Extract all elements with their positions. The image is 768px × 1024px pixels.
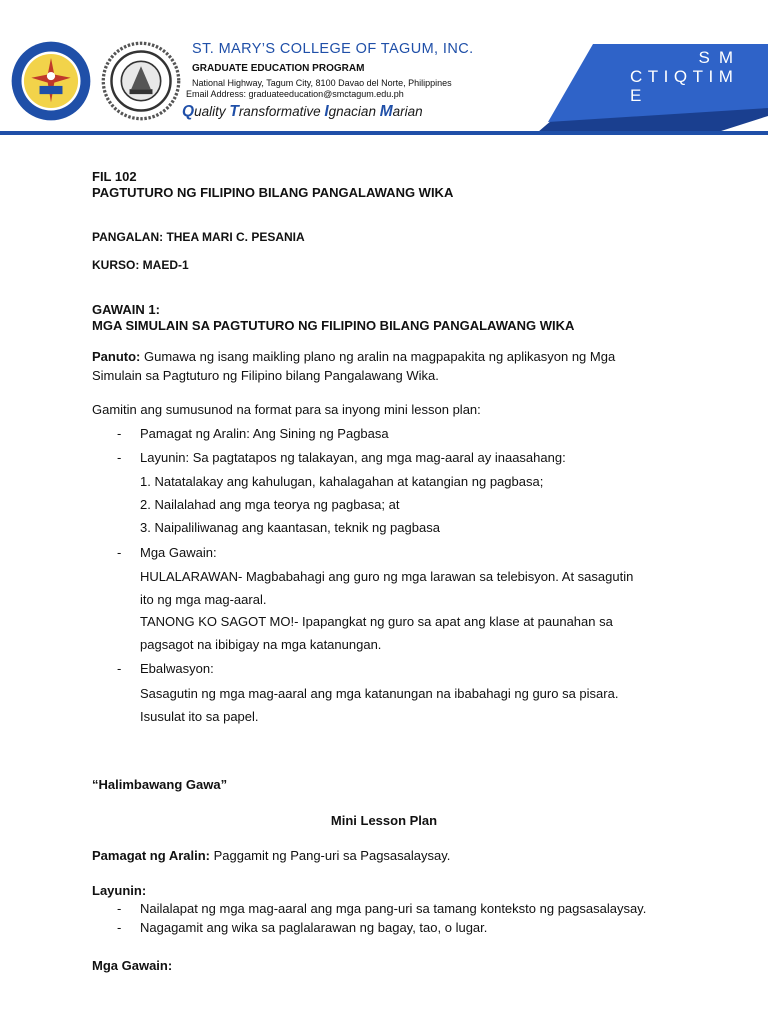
ex-layunin-label: Layunin: [92,883,147,898]
panuto-line2: Simulain sa Pagtuturo ng Filipino bilang Pangalawang Wika. [92,368,439,383]
course-code: FIL 102 [92,169,137,184]
item-gawain: Mga Gawain: [140,545,217,560]
bullet-dash: - [117,545,122,560]
header-banner [538,44,768,132]
gawain-2b: pagsagot na ibibigay na mga katanungan. [140,637,382,652]
panuto-line1: Panuto: Gumawa ng isang maikling plano ng aralin na magpapakita ng aplikasyon ng Mga [92,349,616,364]
gawain-subtitle: MGA SIMULAIN SA PAGTUTURO NG FILIPINO BILANG PANGALAWANG WIKA [92,318,575,333]
letterhead [0,0,768,140]
gawain-2a: TANONG KO SAGOT MO!- Ipapangkat ng guro sa apat ang klase at paunahan sa [140,614,613,629]
halimbawang-gawa: “Halimbawang Gawa” [92,777,228,792]
ex-pamagat: Pamagat ng Aralin: Paggamit ng Pang-uri sa Pagsasalaysay. [92,848,451,863]
school-address: National Highway, Tagum City, 8100 Davao del Norte, Philippines [192,78,452,88]
gawain-1b: ito ng mga mag-aaral. [140,592,267,607]
bullet-dash: - [117,920,122,935]
layunin-3: 3. Naipaliliwanag ang kaantasan, teknik ng pagbasa [140,520,440,535]
banner-text-line1: SM [698,48,742,67]
school-email: Email Address: graduateeducation@smctagum.edu.ph [186,89,404,99]
course-title: PAGTUTURO NG FILIPINO BILANG PANGALAWANG WIKA [92,185,454,200]
school-name: ST. MARY’S COLLEGE OF TAGUM, INC. [192,41,474,57]
banner-text-line2: CTIQTIM [630,67,739,86]
gawain-title: GAWAIN 1: [92,302,160,317]
gawain-1a: HULALARAWAN- Magbabahagi ang guro ng mga larawan sa telebisyon. At sasagutin [140,569,634,584]
ebal-b: Isusulat ito sa papel. [140,709,259,724]
item-layunin: Layunin: Sa pagtatapos ng talakayan, ang mga mag-aaral ay inaasahang: [140,450,566,465]
header-divider [0,131,768,135]
ex-layunin-1: Nailalapat ng mga mag-aaral ang mga pang-uri sa tamang konteksto ng pagsasalaysay. [140,901,647,916]
item-pamagat: Pamagat ng Aralin: Ang Sining ng Pagbasa [140,426,389,441]
format-intro: Gamitin ang sumusunod na format para sa inyong mini lesson plan: [92,402,481,417]
ex-gawain-label: Mga Gawain: [92,958,173,973]
banner-text-line3: E [630,86,642,105]
ebal-a: Sasagutin ng mga mag-aaral ang mga katanungan na ibabahagi ng guro sa pisara. [140,686,619,701]
student-name: PANGALAN: THEA MARI C. PESANIA [92,230,305,244]
item-ebalwasyon: Ebalwasyon: [140,661,214,676]
student-course: KURSO: MAED-1 [92,258,189,272]
layunin-2: 2. Nailalahad ang mga teorya ng pagbasa; at [140,497,400,512]
program-name: GRADUATE EDUCATION PROGRAM [192,63,365,74]
bullet-dash: - [117,661,122,676]
bullet-dash: - [117,426,122,441]
college-seal-icon [10,40,92,122]
motto: Quality Transformative Ignacian Marian [182,103,423,120]
layunin-1: 1. Natatalakay ang kahulugan, kahalagahan at katangian ng pagbasa; [140,474,544,489]
bullet-dash: - [117,450,122,465]
graduate-program-seal-icon [100,40,182,122]
bullet-dash: - [117,901,122,916]
ex-layunin-2: Nagagamit ang wika sa paglalarawan ng bagay, tao, o lugar. [140,920,488,935]
mini-lesson-title: Mini Lesson Plan [330,813,438,828]
